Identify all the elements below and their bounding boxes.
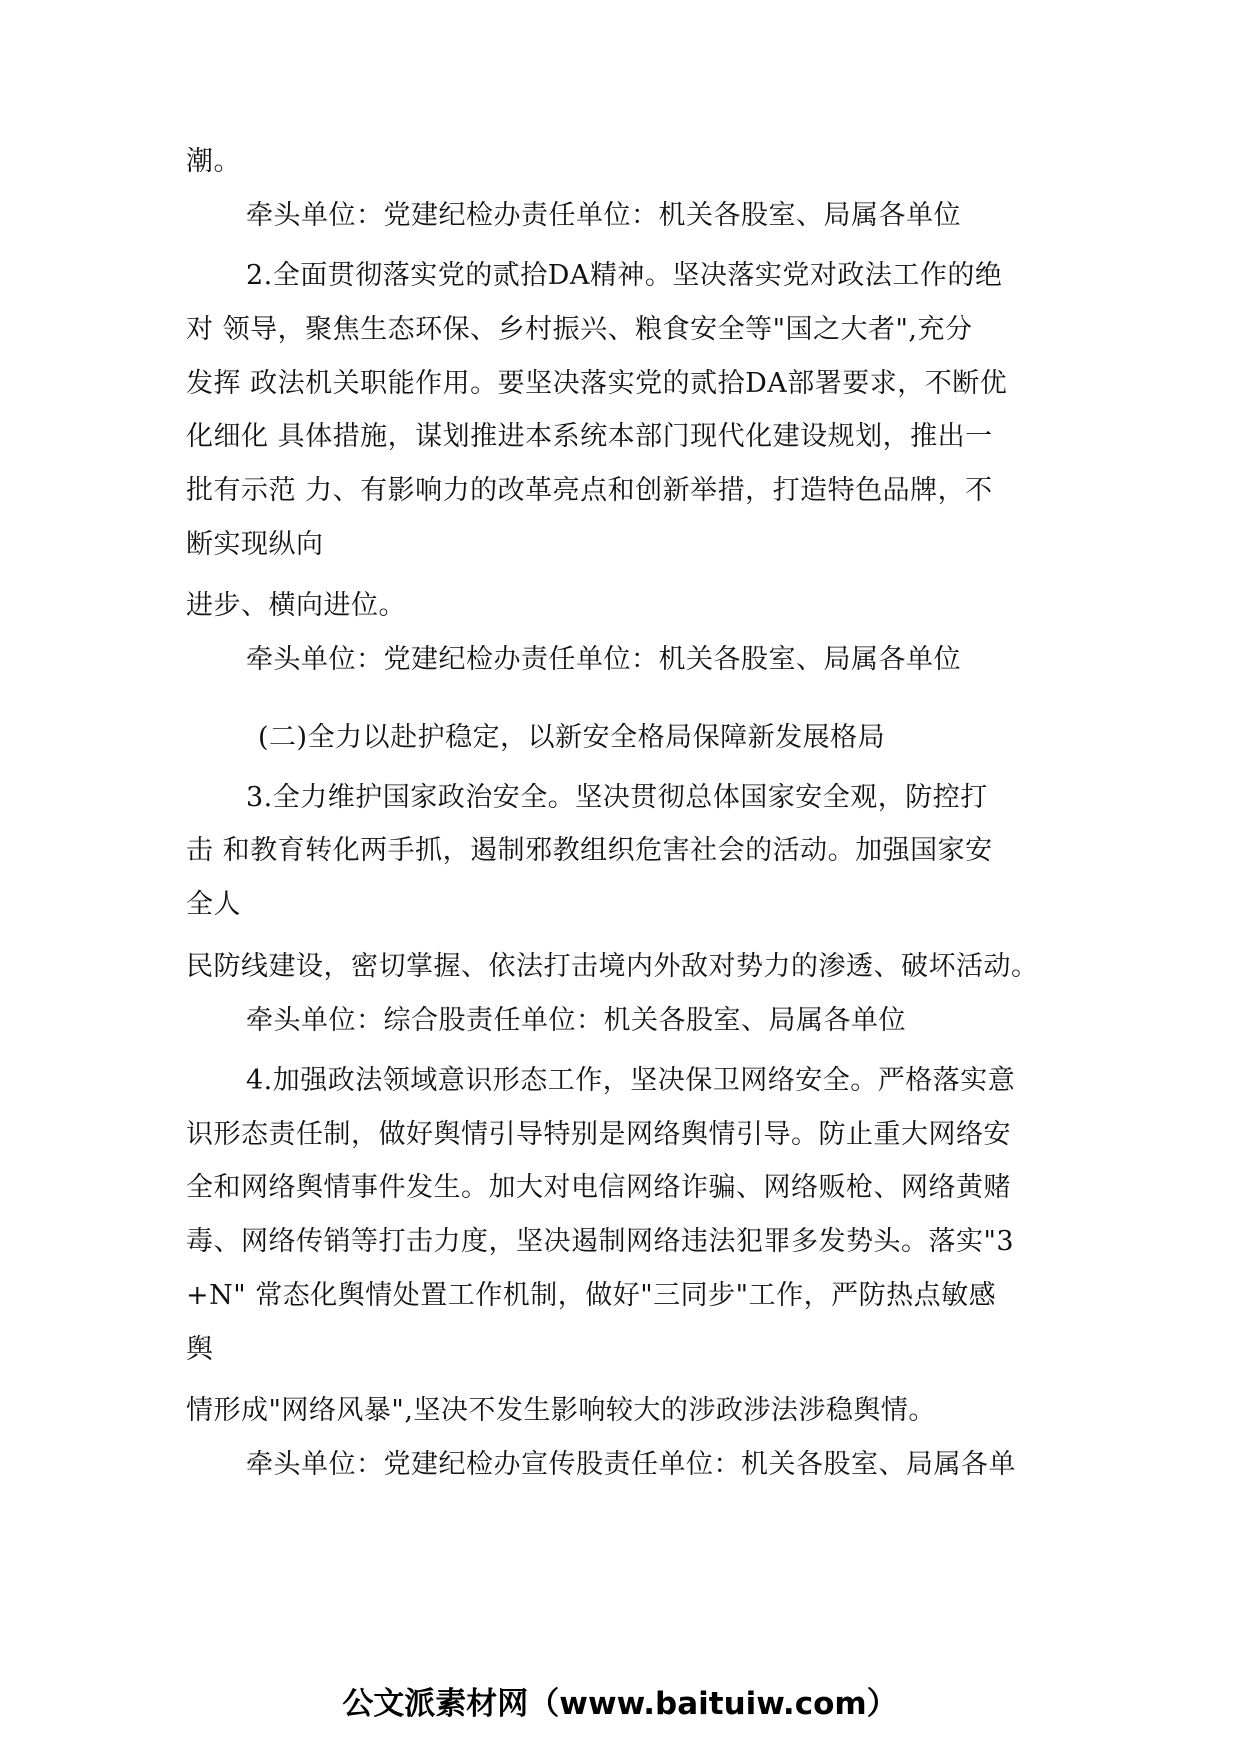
text-line: +N" 常态化舆情处置工作机制，做好"三同步"工作，严防热点敏感 xyxy=(186,1280,997,1311)
text-line: 断实现纵向 xyxy=(186,529,324,560)
footer-watermark: 公文派素材网（www.baituiw.com） xyxy=(342,1686,898,1722)
lead-unit-line: 牵头单位：综合股责任单位：机关各股室、局属各单位 xyxy=(246,1005,906,1036)
lead-unit-line: 牵头单位：党建纪检办责任单位：机关各股室、局属各单位 xyxy=(246,200,961,231)
text-line: 化细化 具体措施，谋划推进本系统本部门现代化建设规划，推出一 xyxy=(186,421,993,452)
text-line: 对 领导，聚焦生态环保、乡村振兴、粮食安全等"国之大者",充分 xyxy=(186,314,973,345)
item-4-heading: 4.加强政法领域意识形态工作，坚决保卫网络安全。严格落实意 xyxy=(246,1065,1016,1096)
text-line: 潮。 xyxy=(186,146,241,177)
text-line: 全和网络舆情事件发生。加大对电信网络诈骗、网络贩枪、网络黄赌 xyxy=(186,1172,1011,1203)
item-3-heading: 3.全力维护国家政治安全。坚决贯彻总体国家安全观，防控打 xyxy=(246,782,988,813)
lead-unit-line: 牵头单位：党建纪检办责任单位：机关各股室、局属各单位 xyxy=(246,644,961,675)
text-line: 全人 xyxy=(186,889,241,920)
lead-unit-line: 牵头单位：党建纪检办宣传股责任单位：机关各股室、局属各单 xyxy=(246,1449,1016,1480)
text-line: 识形态责任制，做好舆情引导特别是网络舆情引导。防止重大网络安 xyxy=(186,1119,1011,1150)
section-heading: (二)全力以赴护稳定，以新安全格局保障新发展格局 xyxy=(258,722,886,753)
text-line: 毒、网络传销等打击力度，坚决遏制网络违法犯罪多发势头。落实"3 xyxy=(186,1226,1015,1257)
text-line: 批有示范 力、有影响力的改革亮点和创新举措，打造特色品牌，不 xyxy=(186,475,993,506)
text-line: 舆 xyxy=(186,1334,214,1365)
item-2-heading: 2.全面贯彻落实党的贰拾DA精神。坚决落实党对政法工作的绝 xyxy=(246,260,1003,291)
text-line: 进步、横向进位。 xyxy=(186,590,406,621)
text-line: 情形成"网络风暴",坚决不发生影响较大的涉政涉法涉稳舆情。 xyxy=(186,1395,936,1426)
text-line: 民防线建设，密切掌握、依法打击境内外敌对势力的渗透、破坏活动。 xyxy=(186,951,1039,982)
text-line: 发挥 政法机关职能作用。要坚决落实党的贰拾DA部署要求，不断优 xyxy=(186,368,1008,399)
text-line: 击 和教育转化两手抓，遏制邪教组织危害社会的活动。加强国家安 xyxy=(186,835,993,866)
